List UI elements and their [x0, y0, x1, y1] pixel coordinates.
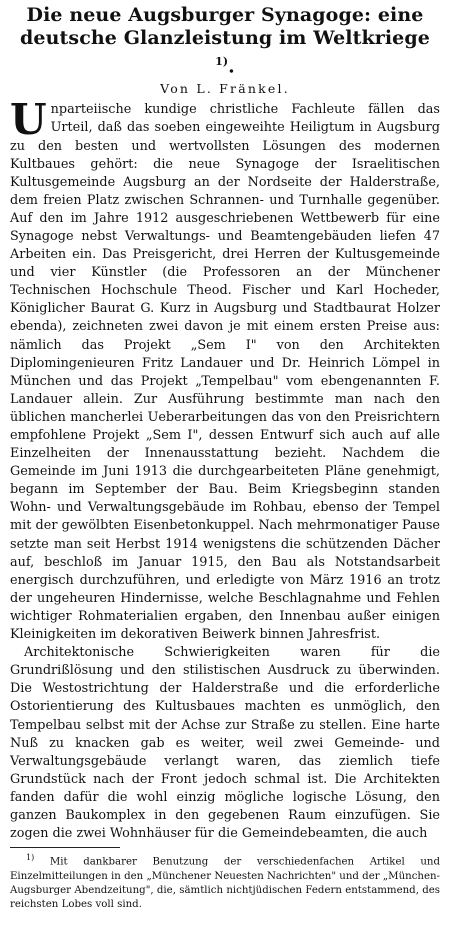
footnote-divider: [10, 847, 120, 848]
article-title-text: Die neue Augsburger Synagoge: eine deutsche Glanzleistung im Weltkriege: [20, 4, 430, 49]
paragraph-1-text: nparteiische kundige christliche Fachleute fällen das Urteil, daß das soeben eingeweihte Heiligtum in Augsburg zu den besten und wertvollsten Lösungen des modernen Kultbaues gehört: die neue Synagoge der Israelitischen Kultusgemeinde Augsburg an der Nordseite der Halderstraße, dem freien Platz zwischen Schrannen- und Turnhalle gegenüber. Auf den im Jahre 1912 ausgeschriebenen Wettbewerb für eine Synagoge nebst Verwaltungs- und Beamtengebäuden liefen 47 Arbeiten ein. Das Preisgericht, drei Herren der Kultusgemeinde und vier Künstler (die Professoren an der Münchener Technischen Hochschule Theod. Fischer und Karl Hocheder, Königlicher Baurat G. Kurz in Augsburg und Stadtbaurat Holzer ebenda), zeichneten zwei davon je mit einem ersten Preise aus: nämlich das Projekt „Sem I" von den Architekten Diplomingenieuren Fritz Landauer und Dr. Heinrich Lömpel in München und das Projekt „Tempelbau" vom ebengenannten F. Landauer allein. Zur Ausführung bestimmte man nach den üblichen mancherlei Ueberarbeitungen das von den Preisrichtern empfohlene Projekt „Sem I", dessen Entwurf sich auch auf alle Einzelheiten der Innenausstattung bezieht. Nachdem die Gemeinde im Juni 1913 die durchgearbeiteten Pläne genehmigt, begann im September der Bau. Beim Kriegsbeginn standen Wohn- und Verwaltungsgebäude im Rohbau, ebenso der Tempel mit der gewölbten Eisenbetonkuppel. Nach mehrmonatiger Pause setzte man seit Herbst 1914 wenigstens die schützenden Dächer auf, beschloß im Januar 1915, den Bau als Notstandsarbeit energisch durchzuführen, und erledigte von März 1916 an trotz der ungeheuren Hindernisse, welche Beschlagnahme und Fehlen wichtiger Rohmaterialien ergaben, den Innenbau außer einigen Kleinigkeiten im dekorativen Beiwerk binnen Jahresfrist.: [10, 102, 440, 643]
article-body: [10, 95, 440, 843]
paragraph-2: Architektonische Schwierigkeiten waren für die Grundrißlösung und den stilistischen Ausdruck zu überwinden. Die Westostrichtung der Halderstraße und die erforderliche Ostorientierung des Kultusbaues machten es unmöglich, den Tempelbau selbst mit der Achse zur Straße zu stellen. Eine harte Nuß zu knacken gab es weiter, weil zwei Gemeinde- und Verwaltungsgebäude verlangt waren, das ziemlich tiefe Grundstück nach der Front jedoch schmal ist. Die Architekten fanden dafür die wohl einzig mögliche logische Lösung, den ganzen Baukomplex in den gegebenen Raum einzufügen. Sie zogen die zwei Wohnhäuser für die Gemeindebeamten, die auch: [10, 645, 440, 842]
footnote-mark: 1): [26, 853, 35, 863]
footnote: [10, 851, 440, 912]
author-byline: Von L. Fränkel.: [160, 81, 290, 97]
paragraph-1: [10, 95, 440, 644]
drop-cap: U: [10, 95, 47, 145]
article-title: Die neue Augsburger Synagoge: eine deutsche Glanzleistung im Weltkriege $^{1)}$.: [20, 4, 430, 78]
footnote-text: Mit dankbarer Benutzung der verschiedenfachen Artikel und Einzelmitteilungen in den „Münchener Neuesten Nachrichten" und der „München-Augsburger Abendzeitung", die, sämtlich nichtjüdischen Federn entstammend, des reichsten Lobes voll sind.: [10, 856, 440, 911]
title-footnote-mark: 1): [215, 55, 229, 68]
